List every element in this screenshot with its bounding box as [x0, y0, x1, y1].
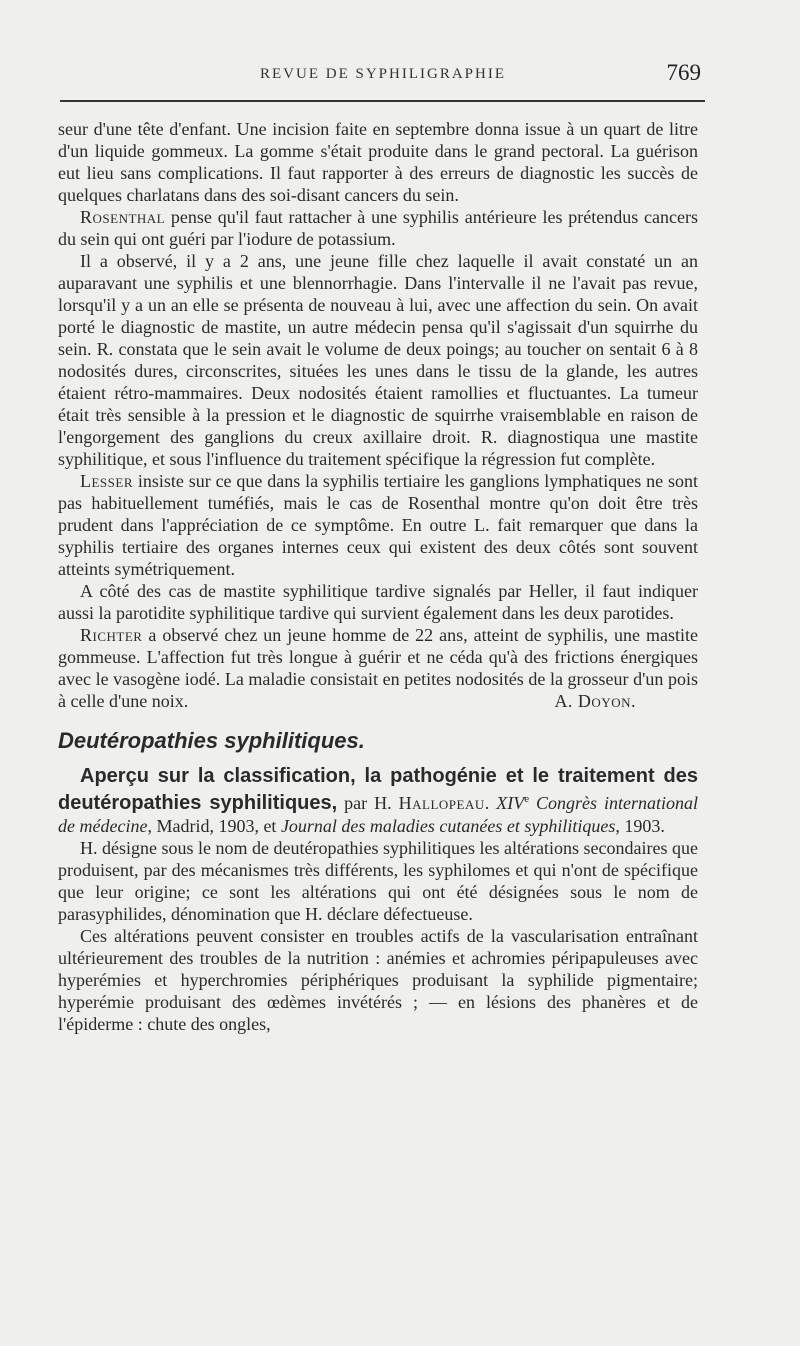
page-header: [60, 60, 705, 102]
article-by: par H.: [337, 793, 399, 813]
congress-number: XIV: [496, 793, 525, 813]
paragraph-rosenthal: [58, 206, 698, 250]
section-title: Deutéropathies syphilitiques.: [58, 728, 365, 753]
paragraph-text: insiste sur ce que dans la syphilis tertiaire les ganglions lymphatiques ne sont pas habituellement tuméfiés, mais le cas de Rosenthal montre qu'on doit être très prudent dans l'appréciation de ce symptôme. En outre L. fait remarquer que dans la syphilis tertiaire des organes internes ceux qui existent des deux côtés sont souvent atteints symétriquement.: [58, 471, 698, 579]
article-title: Aperçu sur la classification, la pathogénie et le traitement des deutéropathies syphilitiques,: [58, 765, 698, 814]
paragraph-text: pense qu'il faut rattacher à une syphilis antérieure les prétendus cancers du sein qui ont guéri par l'iodure de potassium.: [58, 207, 698, 249]
author-name: Rosenthal: [80, 207, 166, 227]
author-name: Richter: [80, 625, 143, 645]
congress-superscript: e: [524, 793, 530, 805]
running-title: REVUE DE SYPHILIGRAPHIE: [260, 66, 506, 82]
article-author: Hallopeau: [398, 793, 485, 813]
paragraph-parotidite: A côté des cas de mastite syphilitique tardive signalés par Heller, il faut indiquer aussi la parotidite syphilitique tardive qui survient également dans les deux parotides.: [58, 581, 698, 623]
paragraph-continuation: seur d'une tête d'enfant. Une incision faite en septembre donna issue à un quart de litre d'un liquide gommeux. La gomme s'était produite dans le grand pectoral. La guérison eut lieu sans complications. Il faut rapporter à des erreurs de diagnostic les succès de quelques charlatans dans des soi-disant cancers du sein.: [58, 119, 698, 205]
paragraph-case: Il a observé, il y a 2 ans, une jeune fille chez laquelle il avait constaté un an auparavant une syphilis et une blennorrhagie. Dans l'intervalle il ne l'avait pas revue, lorsqu'il y a un an elle se présenta de nouveau à lui, avec une affection du sein. On avait porté le diagnostic de mastite, un autre médecin pensa qu'il s'agissait d'un squirrhe du sein. R. constata que le sein avait le volume de deux poings; au toucher on sentait 6 à 8 nodosités dures, circonscrites, situées les unes dans le tissu de la glande, les autres étaient rétro-mammaires. Deux nodosités étaient ramollies et fluctuantes. La tumeur était très sensible à la pression et le diagnostic de squirrhe vraisemblable en raison de l'engorgement des ganglions du creux axillaire droit. R. diagnostiqua une mastite syphilitique, et sous l'influence du traitement spécifique la régression fut complète.: [58, 251, 698, 469]
place-year: , Madrid, 1903, et: [147, 816, 281, 836]
paragraph-text: a observé chez un jeune homme de 22 ans, atteint de syphilis, une mastite gommeuse. L'affection fut très longue à guérir et ne céda qu'à des frictions énergiques avec le vasogène iodé. La maladie consistait en petites nodosités de la grosseur d'un pois à celle d'une noix.: [58, 625, 698, 711]
author-name: Lesser: [80, 471, 134, 491]
page-body: [58, 118, 698, 1035]
signature: A. Doyon.: [554, 691, 636, 711]
paragraph-lesser: [58, 470, 698, 580]
article-paragraph-1: H. désigne sous le nom de deutéropathies syphilitiques les altérations secondaires que produisent, par des mécanismes très différents, les syphilomes et qui n'ont de spécifique que leur origine; ce sont les altérations qui ont été désignées sous le nom de parasyphilides, dénomination que H. déclare défectueuse.: [58, 838, 698, 924]
congress-name: Congrès international de médecine: [58, 793, 699, 836]
journal-name: Journal des maladies cutanées et syphilitiques: [280, 816, 616, 836]
journal-year: , 1903.: [615, 816, 665, 836]
article-paragraph-2: Ces altérations peuvent consister en troubles actifs de la vascularisation entraînant ultérieurement des troubles de la nutrition : anémies et achromies péripapuleuses avec hyperémies et hyperchromies périphériques produisant la syphilide pigmentaire; hyperémie produisant des œdèmes invétérés ; — en lésions des phanères et de l'épiderme : chute des ongles,: [58, 926, 698, 1034]
article-reference: [58, 764, 698, 837]
page-number: 769: [666, 60, 701, 85]
article-after-author: .: [484, 793, 497, 813]
